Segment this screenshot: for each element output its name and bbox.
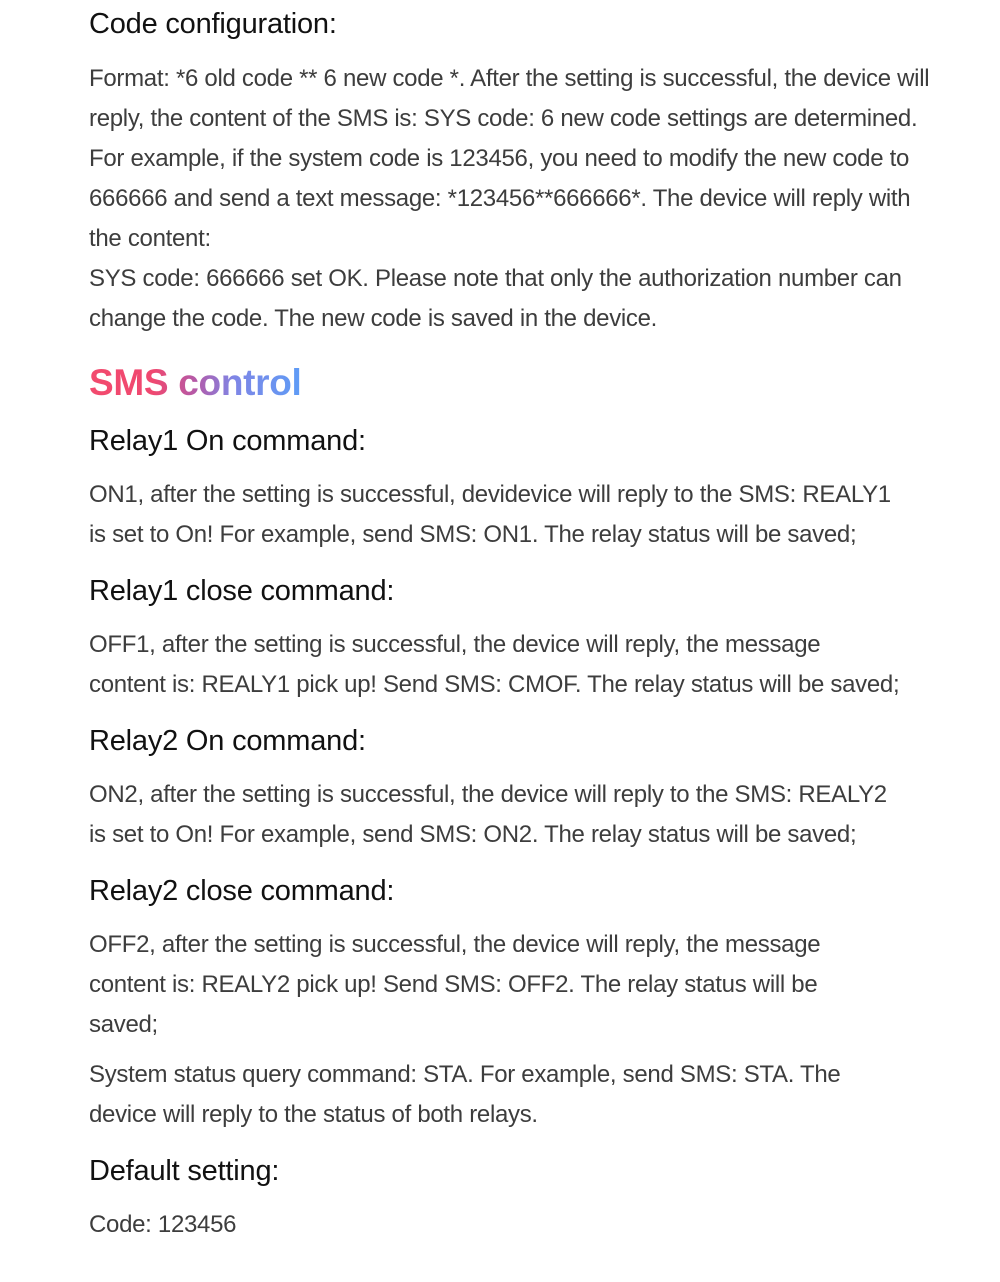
text-line: ON1, after the setting is successful, devidevice will reply to the SMS: REALY1 bbox=[89, 481, 891, 508]
text-line: reply, the content of the SMS is: SYS code: 6 new code settings are determined. bbox=[89, 105, 918, 132]
text-line: device will reply to the status of both relays. bbox=[89, 1101, 538, 1128]
default-setting-paragraph bbox=[89, 1205, 925, 1245]
text-line: For example, if the system code is 123456, you need to modify the new code to bbox=[89, 145, 910, 172]
default-setting-heading: Default setting: bbox=[89, 1155, 280, 1187]
text-line: Format: *6 old code ** 6 new code *. After the setting is successful, the device will bbox=[89, 65, 930, 92]
text-line: saved; bbox=[89, 1011, 158, 1038]
relay2-close-paragraph bbox=[89, 925, 925, 1045]
relay1-close-paragraph bbox=[89, 625, 925, 705]
text-line: ON2, after the setting is successful, the device will reply to the SMS: REALY2 bbox=[89, 781, 887, 808]
text-line: 666666 and send a text message: *123456**666666*. The device will reply with bbox=[89, 185, 911, 212]
text-line: System status query command: STA. For example, send SMS: STA. The bbox=[89, 1061, 841, 1088]
code-configuration-paragraph bbox=[89, 59, 930, 339]
sms-control-title: SMS control bbox=[89, 362, 302, 403]
text-line: content is: REALY1 pick up! Send SMS: CMOF. The relay status will be saved; bbox=[89, 671, 900, 698]
relay2-on-heading: Relay2 On command: bbox=[89, 725, 366, 757]
relay2-close-heading: Relay2 close command: bbox=[89, 875, 395, 907]
text-line: change the code. The new code is saved in the device. bbox=[89, 305, 658, 332]
text-line: SYS code: 666666 set OK. Please note that only the authorization number can bbox=[89, 265, 902, 292]
text-line: OFF1, after the setting is successful, the device will reply, the message bbox=[89, 631, 821, 658]
text-line: is set to On! For example, send SMS: ON2. The relay status will be saved; bbox=[89, 821, 857, 848]
status-query-paragraph bbox=[89, 1055, 925, 1135]
text-line: the content: bbox=[89, 225, 211, 252]
text-line: content is: REALY2 pick up! Send SMS: OFF2. The relay status will be bbox=[89, 971, 818, 998]
text-line: is set to On! For example, send SMS: ON1. The relay status will be saved; bbox=[89, 521, 857, 548]
text-line: Code: 123456 bbox=[89, 1211, 237, 1238]
code-configuration-heading: Code configuration: bbox=[89, 8, 337, 40]
relay1-close-heading: Relay1 close command: bbox=[89, 575, 395, 607]
text-line: OFF2, after the setting is successful, the device will reply, the message bbox=[89, 931, 821, 958]
relay2-on-paragraph bbox=[89, 775, 925, 855]
relay1-on-paragraph bbox=[89, 475, 925, 555]
relay1-on-heading: Relay1 On command: bbox=[89, 425, 366, 457]
